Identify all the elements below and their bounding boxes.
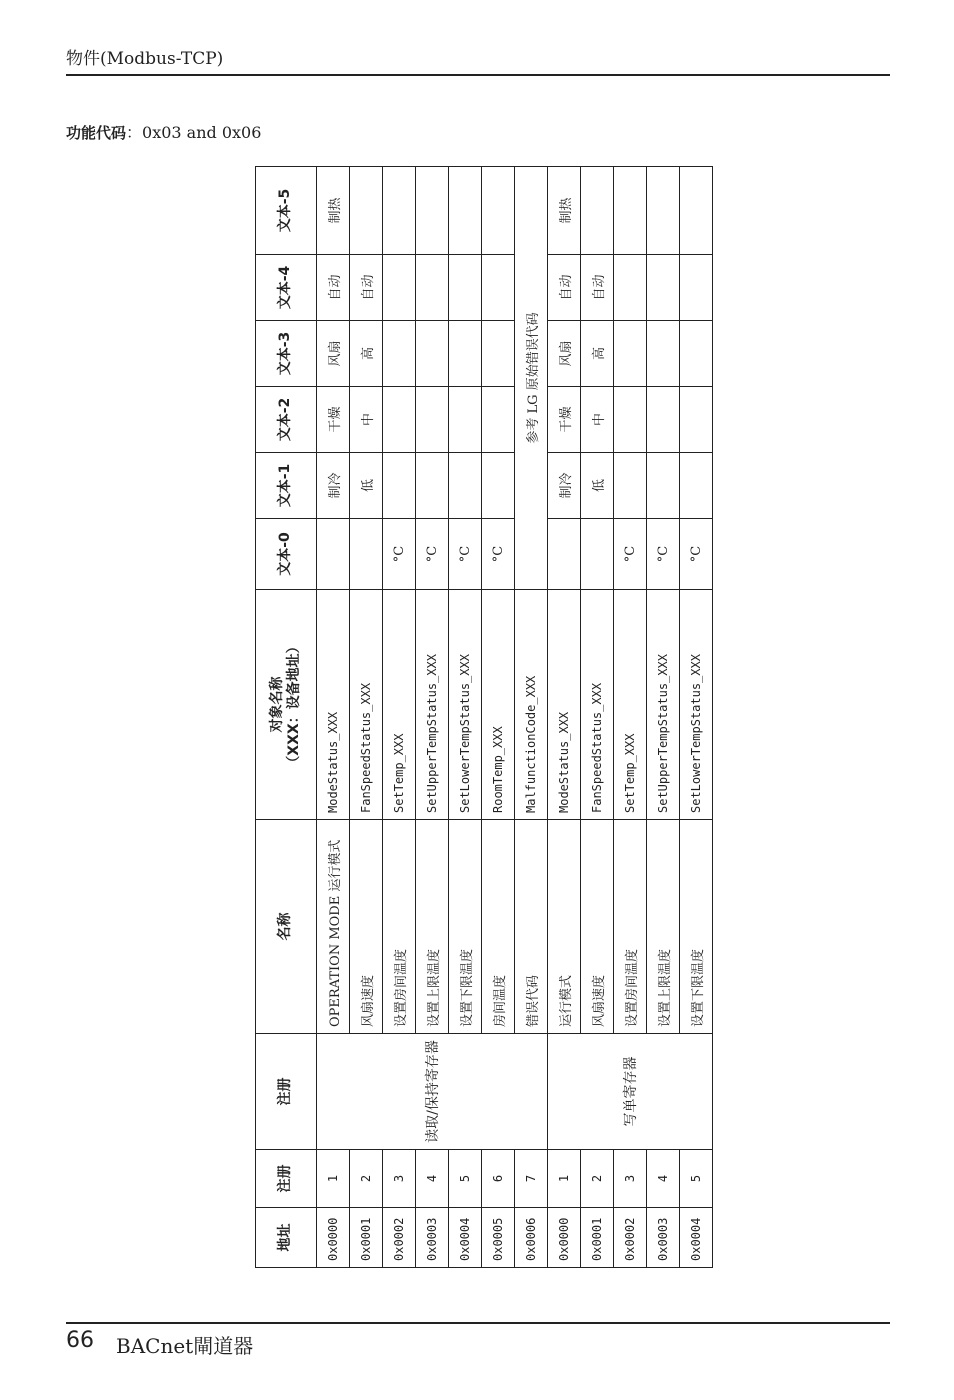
cell-text2: 中	[581, 387, 614, 453]
cell-text4: 自动	[581, 255, 614, 321]
function-code-label: 功能代码	[66, 124, 127, 142]
cell-name: 风扇速度	[350, 820, 383, 1034]
cell-text5	[383, 167, 416, 255]
col-header-text1: 文本-1	[256, 453, 317, 519]
cell-text4: 自动	[350, 255, 383, 321]
object-table	[255, 166, 713, 1268]
page-header-title: 物件(Modbus-TCP)	[66, 49, 224, 69]
col-header-text3: 文本-3	[256, 321, 317, 387]
header-rule	[66, 74, 890, 76]
cell-text0: °C	[647, 519, 680, 590]
cell-object: ModeStatus_XXX	[317, 590, 350, 820]
cell-address: 0x0003	[416, 1208, 449, 1268]
cell-text0	[548, 519, 581, 590]
cell-text1	[482, 453, 515, 519]
function-code-line	[66, 120, 261, 143]
cell-object: SetLowerTempStatus_XXX	[449, 590, 482, 820]
cell-text3: 风扇	[317, 321, 350, 387]
cell-object: FanSpeedStatus_XXX	[350, 590, 383, 820]
col-header-object	[256, 590, 317, 820]
cell-text2	[680, 387, 713, 453]
cell-name: OPERATION MODE 运行模式	[317, 820, 350, 1034]
cell-text3: 风扇	[548, 321, 581, 387]
col-header-text2: 文本-2	[256, 387, 317, 453]
cell-text2: 中	[350, 387, 383, 453]
col-header-address: 地址	[256, 1208, 317, 1268]
cell-text1: 制冷	[548, 453, 581, 519]
cell-address: 0x0004	[449, 1208, 482, 1268]
cell-text2	[614, 387, 647, 453]
cell-text1	[647, 453, 680, 519]
cell-text4: 自动	[317, 255, 350, 321]
cell-text0: °C	[482, 519, 515, 590]
cell-register-group-write: 写单寄存器	[548, 1034, 713, 1150]
cell-text3	[383, 321, 416, 387]
cell-register-group-read: 读取/保持寄存器	[317, 1034, 548, 1150]
cell-name: 房间温度	[482, 820, 515, 1034]
cell-reg: 1	[548, 1150, 581, 1208]
cell-text2	[449, 387, 482, 453]
cell-text0: °C	[680, 519, 713, 590]
cell-reg: 3	[383, 1150, 416, 1208]
col-header-reg: 注册	[256, 1150, 317, 1208]
cell-text2	[482, 387, 515, 453]
cell-text0	[581, 519, 614, 590]
cell-name: 风扇速度	[581, 820, 614, 1034]
cell-object: SetLowerTempStatus_XXX	[680, 590, 713, 820]
col-header-text4: 文本-4	[256, 255, 317, 321]
cell-text5: 制热	[317, 167, 350, 255]
col-header-text0: 文本-0	[256, 519, 317, 590]
cell-text4	[482, 255, 515, 321]
cell-object: SetUpperTempStatus_XXX	[416, 590, 449, 820]
cell-object: SetUpperTempStatus_XXX	[647, 590, 680, 820]
cell-name: 错误代码	[515, 820, 548, 1034]
cell-address: 0x0006	[515, 1208, 548, 1268]
cell-text4	[647, 255, 680, 321]
cell-name: 设置下限温度	[680, 820, 713, 1034]
cell-text3	[647, 321, 680, 387]
cell-text1	[614, 453, 647, 519]
cell-object: SetTemp_XXX	[383, 590, 416, 820]
cell-reg: 1	[317, 1150, 350, 1208]
cell-text1	[680, 453, 713, 519]
cell-address: 0x0001	[581, 1208, 614, 1268]
cell-text3: 高	[350, 321, 383, 387]
cell-text2: 干燥	[317, 387, 350, 453]
cell-text5	[416, 167, 449, 255]
cell-text2	[383, 387, 416, 453]
cell-text1	[383, 453, 416, 519]
cell-text3	[680, 321, 713, 387]
cell-text2	[416, 387, 449, 453]
cell-reg: 5	[449, 1150, 482, 1208]
cell-reg: 3	[614, 1150, 647, 1208]
cell-text5	[614, 167, 647, 255]
cell-address: 0x0001	[350, 1208, 383, 1268]
cell-text4	[680, 255, 713, 321]
footer-title: BACnet閘道器	[116, 1334, 254, 1358]
cell-reg: 6	[482, 1150, 515, 1208]
cell-address: 0x0004	[680, 1208, 713, 1268]
cell-text5	[482, 167, 515, 255]
table-row	[317, 167, 350, 1268]
cell-text3	[449, 321, 482, 387]
cell-text0	[317, 519, 350, 590]
cell-text0: °C	[383, 519, 416, 590]
cell-text3	[614, 321, 647, 387]
cell-text4	[416, 255, 449, 321]
cell-object: SetTemp_XXX	[614, 590, 647, 820]
cell-object: RoomTemp_XXX	[482, 590, 515, 820]
footer-rule	[66, 1322, 890, 1324]
cell-address: 0x0003	[647, 1208, 680, 1268]
col-header-object-l2: （XXX：设备地址）	[286, 639, 302, 770]
col-header-register: 注册	[256, 1034, 317, 1150]
cell-text1: 制冷	[317, 453, 350, 519]
cell-reg: 4	[416, 1150, 449, 1208]
cell-text4	[383, 255, 416, 321]
col-header-object-l1: 对象名称	[268, 676, 285, 733]
table-row	[548, 167, 581, 1268]
object-table-rotated	[255, 167, 710, 1268]
function-code-sep: ：	[126, 123, 143, 142]
cell-text3: 高	[581, 321, 614, 387]
cell-text5	[449, 167, 482, 255]
cell-text5	[350, 167, 383, 255]
cell-text1	[416, 453, 449, 519]
cell-name: 设置房间温度	[383, 820, 416, 1034]
cell-name: 设置下限温度	[449, 820, 482, 1034]
cell-text0: °C	[416, 519, 449, 590]
cell-malfunction-note: 参考 LG 原始错误代码	[515, 167, 548, 590]
cell-reg: 7	[515, 1150, 548, 1208]
cell-text1: 低	[350, 453, 383, 519]
cell-text4: 自动	[548, 255, 581, 321]
cell-name: 设置上限温度	[647, 820, 680, 1034]
table-header-row	[256, 167, 317, 1268]
cell-text1: 低	[581, 453, 614, 519]
cell-text5	[647, 167, 680, 255]
cell-text4	[449, 255, 482, 321]
cell-text3	[482, 321, 515, 387]
cell-reg: 2	[581, 1150, 614, 1208]
object-table-wrap	[255, 167, 710, 1268]
cell-address: 0x0000	[317, 1208, 350, 1268]
cell-address: 0x0005	[482, 1208, 515, 1268]
cell-address: 0x0000	[548, 1208, 581, 1268]
cell-text2	[647, 387, 680, 453]
cell-text5	[581, 167, 614, 255]
cell-object: MalfunctionCode_XXX	[515, 590, 548, 820]
cell-object: FanSpeedStatus_XXX	[581, 590, 614, 820]
cell-text0: °C	[614, 519, 647, 590]
cell-text3	[416, 321, 449, 387]
cell-text2: 干燥	[548, 387, 581, 453]
cell-text0: °C	[449, 519, 482, 590]
cell-address: 0x0002	[614, 1208, 647, 1268]
cell-text4	[614, 255, 647, 321]
col-header-text5: 文本-5	[256, 167, 317, 255]
cell-reg: 4	[647, 1150, 680, 1208]
cell-reg: 2	[350, 1150, 383, 1208]
cell-name: 运行模式	[548, 820, 581, 1034]
page-number: 66	[66, 1328, 94, 1353]
cell-text0	[350, 519, 383, 590]
function-code-value: 0x03 and 0x06	[142, 123, 262, 142]
cell-name: 设置房间温度	[614, 820, 647, 1034]
cell-text5	[680, 167, 713, 255]
cell-text5: 制热	[548, 167, 581, 255]
cell-address: 0x0002	[383, 1208, 416, 1268]
col-header-name: 名称	[256, 820, 317, 1034]
cell-reg: 5	[680, 1150, 713, 1208]
cell-text1	[449, 453, 482, 519]
cell-object: ModeStatus_XXX	[548, 590, 581, 820]
cell-name: 设置上限温度	[416, 820, 449, 1034]
